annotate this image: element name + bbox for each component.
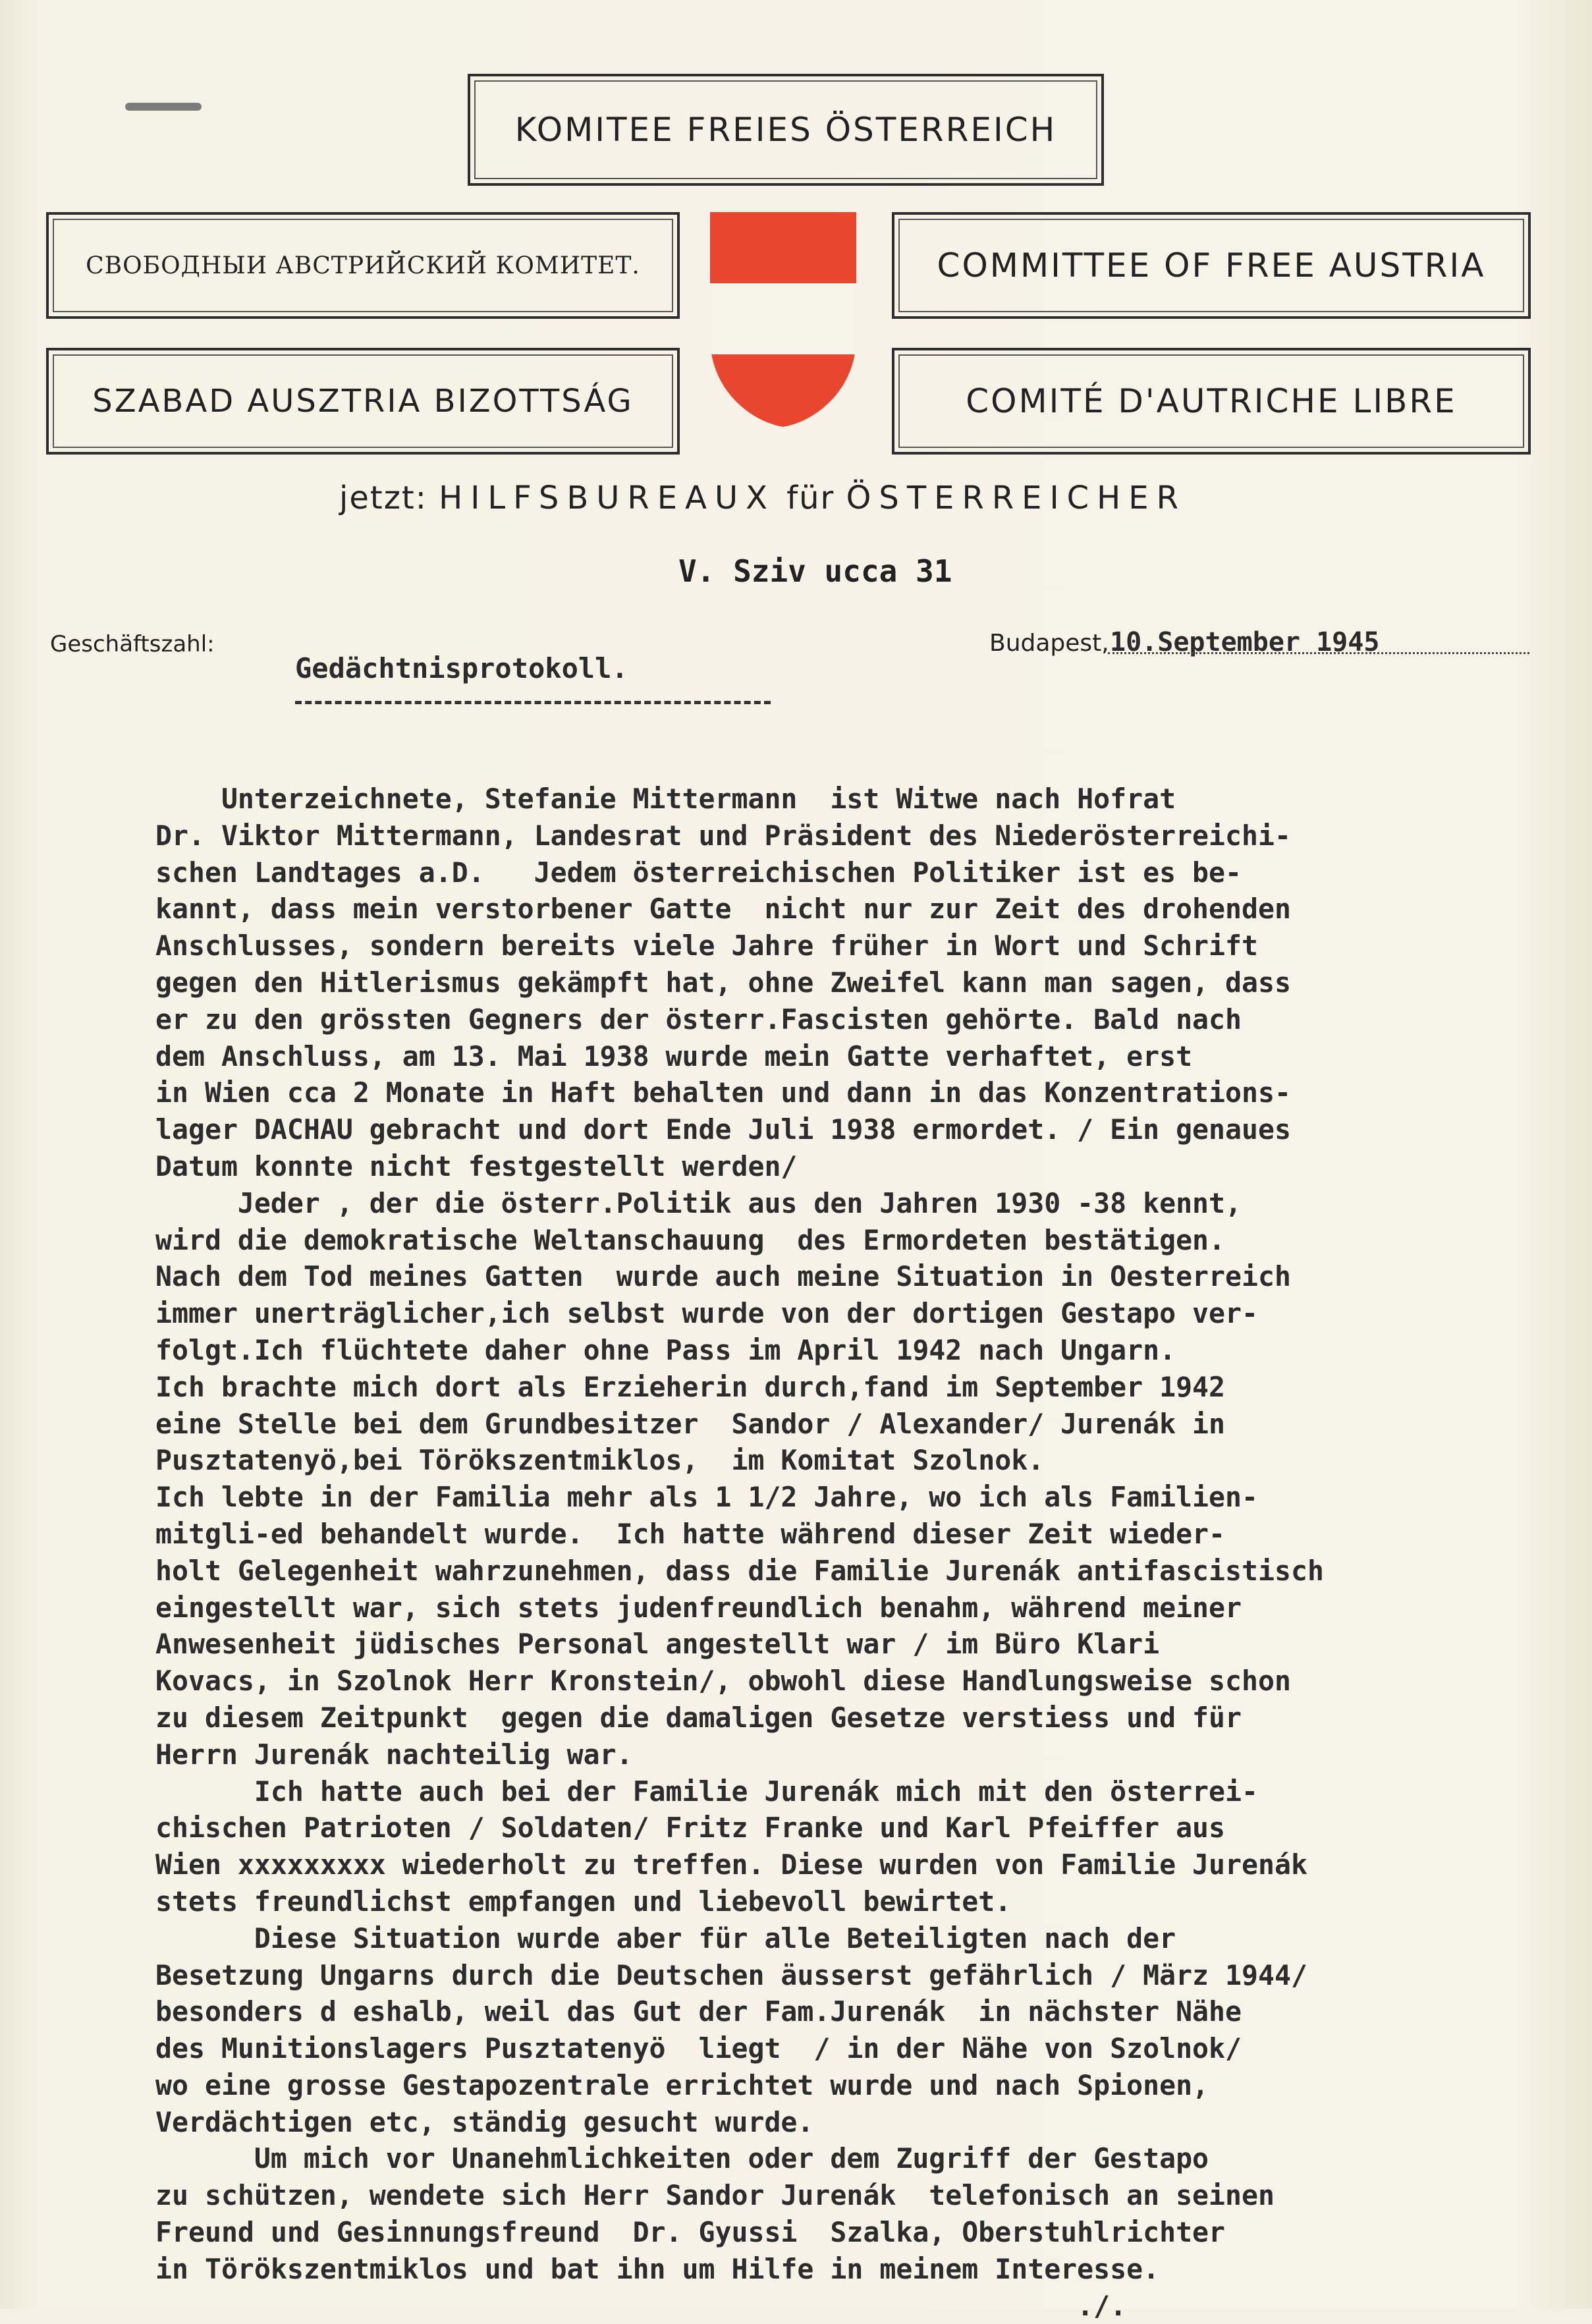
letterhead-french-text: COMITÉ D'AUTRICHE LIBRE <box>966 382 1457 420</box>
body-line: folgt.Ich flüchtete daher ohne Pass im April 1942 nach Ungarn. <box>155 1333 1176 1366</box>
letterhead-subtitle <box>339 480 1186 516</box>
letterhead-russian-text: СВОБОДНЫИ АВСТРИЙСКИЙ КОМИТЕТ. <box>86 252 640 279</box>
body-line: Um mich vor Unanehmlichkeiten oder dem Zugriff der Gestapo <box>155 2142 1209 2175</box>
body-line: des Munitionslagers Pusztatenyö liegt / in der Nähe von Szolnok/ <box>155 2032 1242 2065</box>
body-line: Ich hatte auch bei der Familie Jurenák mich mit den österrei- <box>155 1775 1259 1808</box>
oesterreicher-text: ÖSTERREICHER <box>846 480 1186 516</box>
body-line: dem Anschluss, am 13. Mai 1938 wurde mein Gatte verhaftet, erst <box>155 1039 1193 1072</box>
letterhead-box-english <box>892 212 1531 319</box>
body-line: Jeder , der die österr.Politik aus den Jahren 1930 -38 kennt, <box>155 1186 1242 1219</box>
body-line: stets freundlichst empfangen und liebevoll bewirtet. <box>155 1885 1012 1918</box>
letterhead-german-text: KOMITEE FREIES ÖSTERREICH <box>514 111 1057 149</box>
shield-band-top <box>710 212 856 283</box>
letterhead-box-german <box>468 74 1104 186</box>
body-line: Ich lebte in der Familia mehr als 1 1/2 Jahre, wo ich als Familien- <box>155 1481 1259 1514</box>
reference-number-label: Geschäftszahl: <box>50 631 215 657</box>
body-line: chischen Patrioten / Soldaten/ Fritz Franke und Karl Pfeiffer aus <box>155 1812 1226 1844</box>
body-line: Besetzung Ungarns durch die Deutschen äusserst gefährlich / März 1944/ <box>155 1958 1307 1991</box>
body-line: besonders d eshalb, weil das Gut der Fam.Jurenák in nächster Nähe <box>155 1995 1242 2028</box>
letterhead-english-text: COMMITTEE OF FREE AUSTRIA <box>937 246 1486 285</box>
letterhead-address: V. Sziv ucca 31 <box>678 553 952 589</box>
letterhead-box-french <box>892 348 1531 455</box>
shield-band-middle <box>710 283 856 354</box>
body-line: Freund und Gesinnungsfreund Dr. Gyussi Szalka, Oberstuhlrichter <box>155 2216 1226 2249</box>
document-title: Gedächtnisprotokoll. <box>295 652 628 684</box>
city-label: Budapest, <box>989 630 1109 657</box>
jetzt-prefix: jetzt: <box>339 480 427 516</box>
body-line: kannt, dass mein verstorbener Gatte nicht nur zur Zeit des drohenden <box>155 893 1291 926</box>
body-line: Unterzeichnete, Stefanie Mittermann ist Witwe nach Hofrat <box>155 783 1176 815</box>
letterhead-box-russian <box>46 212 680 319</box>
body-line: Datum konnte nicht festgestellt werden/ <box>155 1149 798 1182</box>
body-line: er zu den grössten Gegners der österr.Fascisten gehörte. Bald nach <box>155 1003 1242 1036</box>
letterhead-box-hungarian <box>46 348 680 455</box>
document-date: 10.September 1945 <box>1110 627 1380 657</box>
body-line: Anwesenheit jüdisches Personal angestellt war / im Büro Klari <box>155 1628 1160 1661</box>
body-line: Wien xxxxxxxxx wiederholt zu treffen. Diese wurden von Familie Jurenák <box>155 1848 1307 1881</box>
body-line: Herrn Jurenák nachteilig war. <box>155 1738 633 1771</box>
body-line: ./. <box>155 2289 1127 2322</box>
austrian-shield-icon <box>710 212 856 427</box>
letterhead-hungarian-text: SZABAD AUSZTRIA BIZOTTSÁG <box>92 383 634 420</box>
body-line: in Wien cca 2 Monate in Haft behalten und dann in das Konzentrations- <box>155 1076 1291 1109</box>
hilfsbureaux-text: HILFSBUREAUX <box>439 480 775 516</box>
body-line: Anschlusses, sondern bereits viele Jahre früher in Wort und Schrift <box>155 929 1259 962</box>
body-line: Dr. Viktor Mittermann, Landesrat und Präsident des Niederösterreichi- <box>155 819 1291 852</box>
body-line: schen Landtages a.D. Jedem österreichischen Politiker ist es be- <box>155 856 1242 889</box>
body-line: gegen den Hitlerismus gekämpft hat, ohne Zweifel kann man sagen, dass <box>155 966 1291 999</box>
body-line: Diese Situation wurde aber für alle Beteiligten nach der <box>155 1922 1176 1954</box>
fuer-text: für <box>786 480 835 516</box>
body-line: in Törökszentmiklos und bat ihn um Hilfe in meinem Interesse. <box>155 2252 1160 2285</box>
body-line: Kovacs, in Szolnok Herr Kronstein/, obwohl diese Handlungsweise schon <box>155 1665 1291 1698</box>
body-line: wird die demokratische Weltanschauung des Ermordeten bestätigen. <box>155 1223 1226 1256</box>
shield-band-bottom <box>710 354 856 427</box>
body-line: mitgli-ed behandelt wurde. Ich hatte während dieser Zeit wieder- <box>155 1517 1226 1550</box>
body-line: eingestellt war, sich stets judenfreundlich benahm, während meiner <box>155 1591 1242 1624</box>
document-body <box>155 781 1578 2324</box>
body-line: Pusztatenyö,bei Törökszentmiklos, im Komitat Szolnok. <box>155 1444 1045 1477</box>
paper-clip-mark <box>125 103 202 111</box>
body-line: immer unerträglicher,ich selbst wurde von der dortigen Gestapo ver- <box>155 1297 1259 1330</box>
body-line: Ich brachte mich dort als Erzieherin durch,fand im September 1942 <box>155 1370 1226 1403</box>
body-line: Nach dem Tod meines Gatten wurde auch meine Situation in Oesterreich <box>155 1260 1291 1293</box>
body-line: zu schützen, wendete sich Herr Sandor Jurenák telefonisch an seinen <box>155 2179 1275 2212</box>
body-line: holt Gelegenheit wahrzunehmen, dass die Familie Jurenák antifascistisch <box>155 1554 1324 1587</box>
body-line: eine Stelle bei dem Grundbesitzer Sandor / Alexander/ Jurenák in <box>155 1407 1226 1440</box>
body-line: wo eine grosse Gestapozentrale errichtet wurde und nach Spionen, <box>155 2068 1209 2101</box>
body-line: zu diesem Zeitpunkt gegen die damaligen Gesetze verstiess und für <box>155 1701 1242 1734</box>
body-line: lager DACHAU gebracht und dort Ende Juli 1938 ermordet. / Ein genaues <box>155 1113 1291 1146</box>
body-line: Verdächtigen etc, ständig gesucht wurde. <box>155 2105 814 2138</box>
title-underline <box>295 701 771 704</box>
date-dotted-line <box>1108 652 1529 654</box>
